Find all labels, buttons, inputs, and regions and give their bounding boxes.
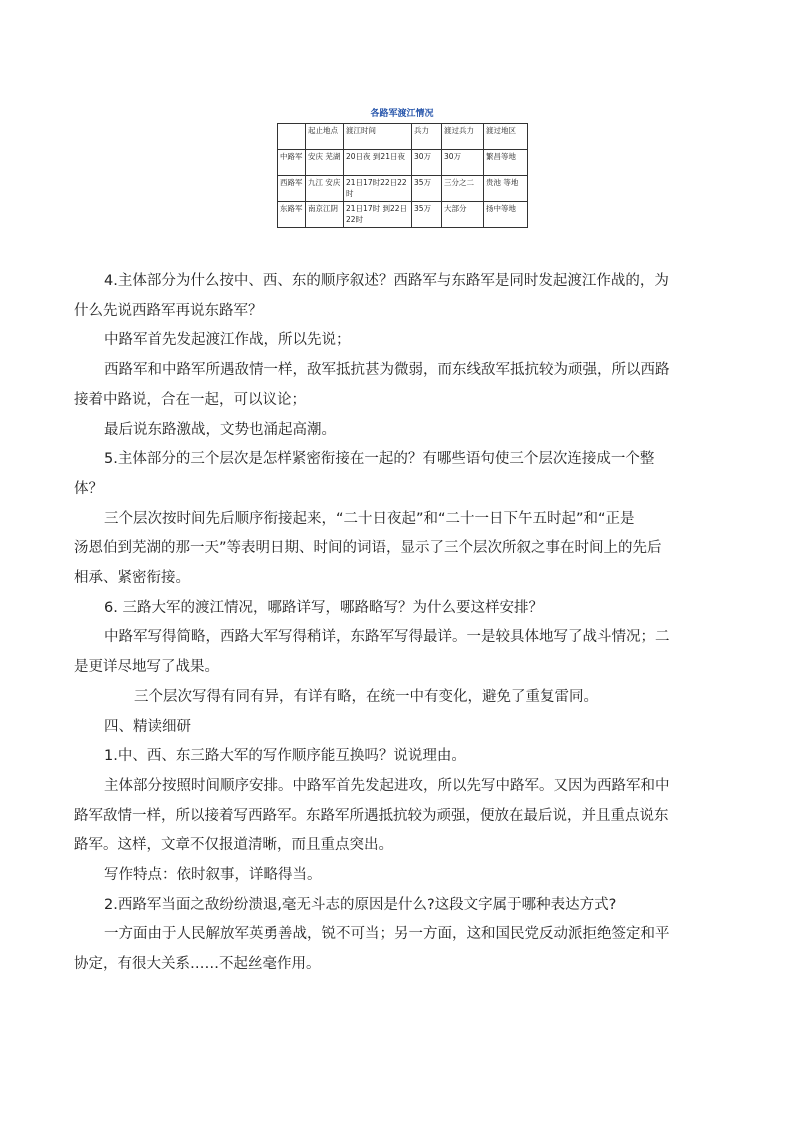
table-cell: 20日夜 到21日夜 (344, 150, 412, 176)
table-cell: 30万 (442, 150, 484, 176)
question-line: 什么先说西路军再说东路军？ (74, 302, 263, 319)
question-line: 5.主体部分的三个层次是怎样紧密衔接在一起的？有哪些语句使三个层次连接成一个整 (104, 451, 655, 468)
answer-line: 协定，有很大关系……不起丝毫作用。 (74, 956, 321, 973)
table-cell: 西路军 (278, 176, 306, 202)
table-cell: 21日17时 到22日22时 (344, 202, 412, 228)
answer-line: 相承、紧密衔接。 (74, 570, 190, 587)
table-header-cell: 渡过地区 (484, 124, 528, 150)
answer-line: 汤恩伯到芜湖的那一天”等表明日期、时间的词语，显示了三个层次所叙之事在时间上的先后 (74, 540, 662, 557)
table-cell: 21日17时22日22时 (344, 176, 412, 202)
table-cell: 贵池 等地 (484, 176, 528, 202)
table-cell: 九江 安庆 (306, 176, 344, 202)
table-header-cell: 渡过兵力 (442, 124, 484, 150)
table-cell: 扬中等地 (484, 202, 528, 228)
table-cell: 东路军 (278, 202, 306, 228)
table-row (278, 176, 528, 202)
section-heading: 四、精读细研 (104, 718, 191, 735)
answer-line: 路军敌情一样，所以接着写西路军。东路军所遇抵抗较为顽强，便放在最后说，并且重点说东 (74, 807, 669, 824)
answer-line: 中路军写得简略，西路大军写得稍详，东路军写得最详。一是较具体地写了战斗情况；二 (104, 629, 670, 646)
question-line: 4.主体部分为什么按中、西、东的顺序叙述？西路军与东路军是同时发起渡江作战的，为 (104, 273, 669, 289)
answer-line: 路军。这样，文章不仅报道清晰，而且重点突出。 (74, 837, 393, 854)
table-cell: 繁昌等地 (484, 150, 528, 176)
question-line: 1.中、西、东三路大军的写作顺序能互换吗？说说理由。 (104, 748, 466, 765)
table-cell: 安庆 芜湖 (306, 150, 344, 176)
question-line: 2.西路军当面之敌纷纷溃退,毫无斗志的原因是什么?这段文字属于哪种表达方式? (104, 896, 617, 913)
question-line: 体？ (74, 480, 103, 497)
answer-line: 三个层次写得有同有异，有详有略，在统一中有变化，避免了重复雷同。 (134, 688, 598, 705)
table-cell: 南京江阴 (306, 202, 344, 228)
table-cell: 大部分 (442, 202, 484, 228)
answer-line: 西路军和中路军所遇敌情一样，敌军抵抗甚为微弱，而东线敌军抵抗较为顽强，所以西路 (104, 362, 670, 379)
answer-line: 是更详尽地写了战果。 (74, 659, 219, 676)
crossing-table (277, 123, 528, 228)
answer-line: 一方面由于人民解放军英勇善战，锐不可当；另一方面，这和国民党反动派拒绝签定和平 (104, 926, 670, 943)
table-cell: 中路军 (278, 150, 306, 176)
table-cell: 35万 (412, 176, 442, 202)
table-cell: 35万 (412, 202, 442, 228)
table-cell: 三分之二 (442, 176, 484, 202)
table-header-cell (278, 124, 306, 150)
table-row (278, 150, 528, 176)
table-cell: 30万 (412, 150, 442, 176)
table-header-cell: 兵力 (412, 124, 442, 150)
table-header-row (278, 124, 528, 150)
answer-line: 中路军首先发起渡江作战，所以先说； (104, 332, 351, 349)
body-text (74, 267, 724, 980)
answer-line: 主体部分按照时间顺序安排。中路军首先发起进攻，所以先写中路军。又因为西路军和中 (104, 777, 670, 794)
table-header-cell: 渡江时间 (344, 124, 412, 150)
table-header-cell: 起止地点 (306, 124, 344, 150)
table-row (278, 202, 528, 228)
crossing-table-figure (277, 105, 527, 228)
answer-line: 最后说东路激战，文势也涌起高潮。 (104, 421, 336, 438)
answer-line: 三个层次按时间先后顺序衔接起来，“二十日夜起”和“二十一日下午五时起”和“正是 (104, 510, 635, 527)
table-title: 各路军渡江情况 (370, 109, 434, 119)
answer-line: 接着中路说，合在一起，可以议论； (74, 391, 306, 408)
answer-line: 写作特点：依时叙事，详略得当。 (104, 867, 322, 884)
question-line: 6. 三路大军的渡江情况，哪路详写，哪路略写？为什么要这样安排？ (104, 599, 543, 616)
